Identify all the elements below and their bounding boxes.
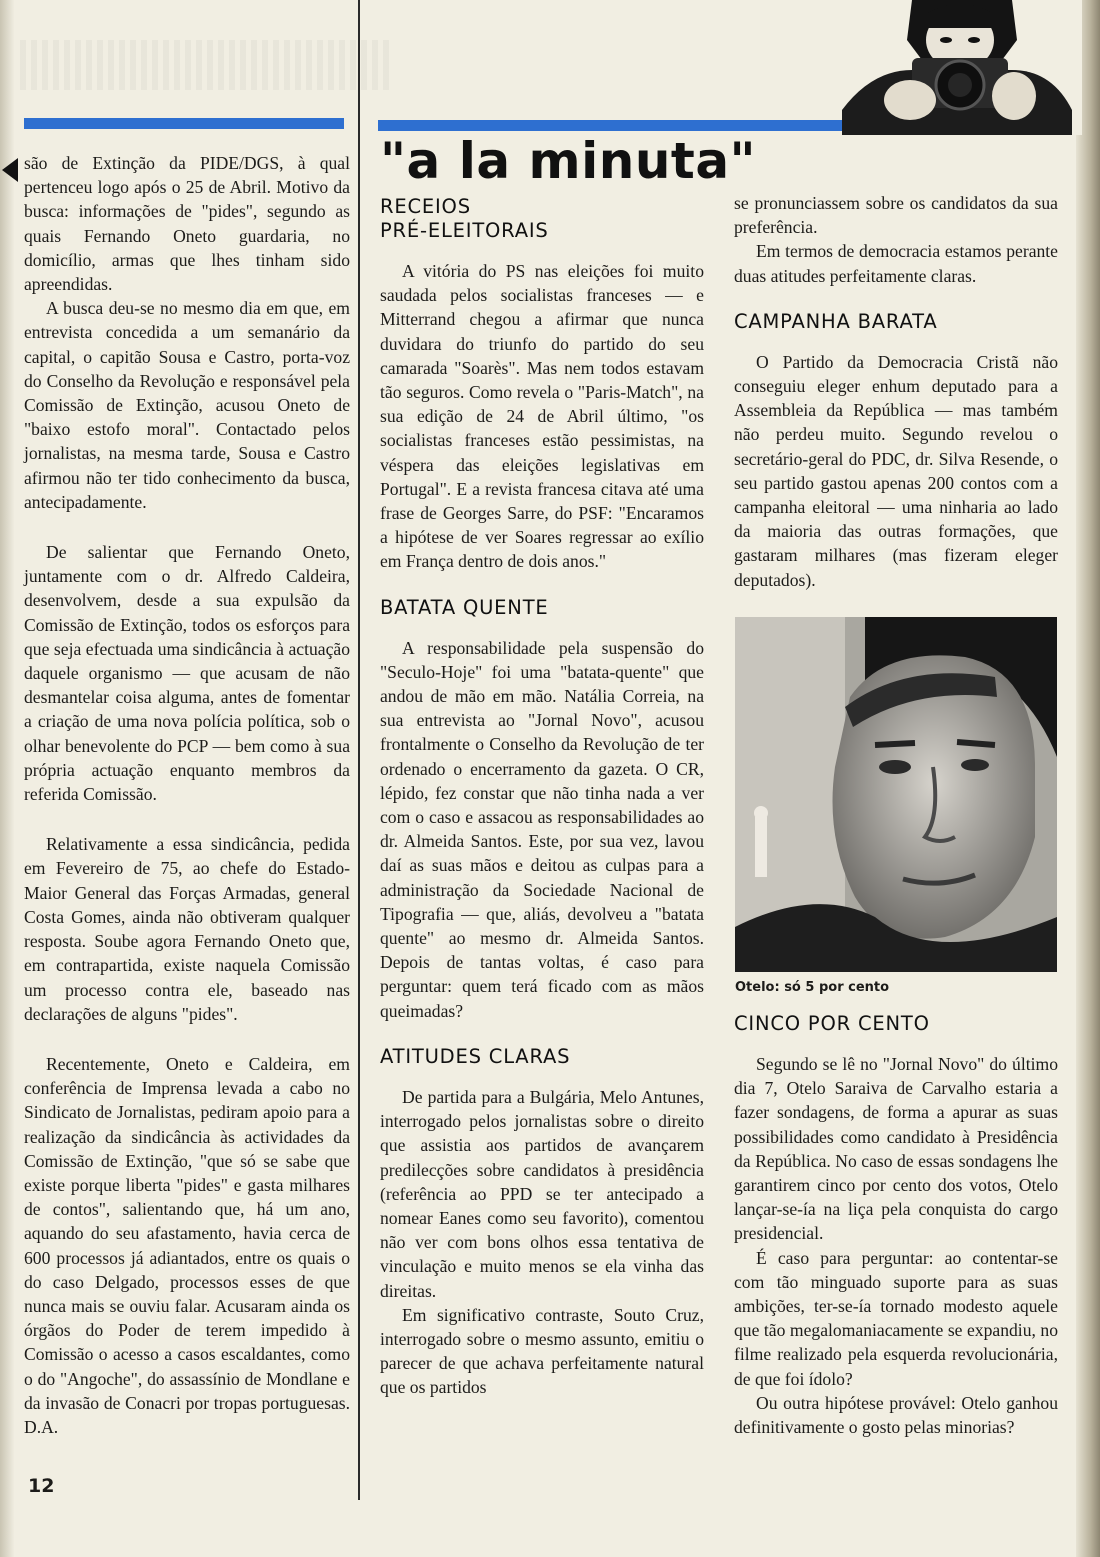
atitudes-paragraph-2: Em significativo contraste, Souto Cruz, interrogado sobre o mesmo assunto, emitiu o parecer de que achava perfeitamente natural que os partidos xyxy=(380,1304,704,1398)
section-heading-campanha: CAMPANHA BARATA xyxy=(734,309,938,333)
middle-column xyxy=(380,195,704,1400)
right-column-top xyxy=(734,191,1058,592)
campanha-paragraph: O Partido da Democracia Cristã não conseguiu eleger enhum deputado para a Assembleia da República — mas também não perdeu muito. Segundo revelou o secretário-geral do PDC, dr. Silva Resende, o seu partido gastou apenas 200 contos com a campanha eleitoral — uma ninharia ao lado da maioria das outras formações, que gastaram milhares (mas fizeram eleger deputados). xyxy=(734,351,1058,590)
cinco-paragraph-2: É caso para perguntar: ao contentar-se com tão minguado suporte para as suas ambições, ter-se-ía tornado modesto aquele que tão megalomaniacamente se expandiu, no filme realizado pela esquerda revolucionária, de que foi ídolo? xyxy=(734,1247,1058,1389)
atitudes-paragraph-1: De partida para a Bulgária, Melo Antunes, interrogado pelos jornalistas sobre o direito que assistia aos partidos de avançarem predilecções sobre candidatos à presidência (referência ao PPD se ter antecipado a nomear Eanes como seu favorito), comentou não ver com bons olhos essa tentativa de vinculação e muito menos se ela vinha das direitas. xyxy=(380,1086,704,1301)
left-paragraph-5: Recentemente, Oneto e Caldeira, em conferência de Imprensa levada a cabo no Sindicato de Jornalistas, pediram apoio para a realização da sindicância às actividades da Comissão de Extinção, "que só se sabe que existe porque liberta "pides" e gasta milhares de contos", salientando que, há um ano, aquando do seu afastamento, havia cerca de 600 processos já adiantados, entre os quais o do caso Delgado, processos esses de que nunca mais se ouviu falar. Acusaram ainda os órgãos do Poder de terem impedido à Comissão o acesso a casos escaldantes, como o do "Angoche", do assassínio de Mondlane e da invasão de Conacri por tropas portuguesas. D.A. xyxy=(24,1053,350,1437)
blue-bar-left xyxy=(24,118,344,129)
receios-paragraph: A vitória do PS nas eleições foi muito saudada pelos socialistas franceses — e Mitterrand chegou a afirmar que nunca duvidara do triunfo do partido do seu camarada "Soarès". Mas nem todos estavam tão seguros. Como revela o "Paris-Match", na sua edição de 24 de Abril último, "os socialistas franceses estão pessimistas, na véspera das eleições legislativas em Portugal". E a revista francesa citava até uma frase de Georges Sarre, do PSF: "Encaramos a hipótese de ver Soares regressar ao exílio em França dentro de dois anos." xyxy=(380,261,704,572)
left-paragraph-2: A busca deu-se no mesmo dia em que, em entrevista concedida a um semanário da capital, o capitão Sousa e Castro, porta-voz do Conselho da Revolução e responsável pela Comissão de Extinção, acusou Oneto de "baixo estofo moral". Contactado pelos jornalistas, na mesma tarde, Sousa e Castro afirmou não ter tido conhecimento da busca, antecipadamente. xyxy=(24,298,350,512)
cinco-paragraph-3: Ou outra hipótese provável: Otelo ganhou definitivamente o gosto pelas minorias? xyxy=(734,1392,1058,1438)
right-column-bottom xyxy=(734,1012,1058,1439)
section-heading-receios xyxy=(380,195,704,243)
section-heading-atitudes: ATITUDES CLARAS xyxy=(380,1044,571,1068)
section-heading-receios-line1: RECEIOS xyxy=(380,195,471,218)
column-rule-left xyxy=(358,0,360,1500)
photographer-camera-icon xyxy=(842,0,1082,135)
right-conclusion-paragraph: Em termos de democracia estamos perante duas atitudes perfeitamente claras. xyxy=(734,241,1058,286)
section-heading-batata: BATATA QUENTE xyxy=(380,595,549,619)
photo-caption: Otelo: só 5 por cento xyxy=(735,980,890,995)
continuation-arrow-icon xyxy=(2,158,18,182)
blue-bar-right xyxy=(378,120,855,131)
otelo-portrait-photo xyxy=(735,617,1057,972)
left-column xyxy=(24,151,350,1439)
batata-paragraph: A responsabilidade pela suspensão do "Seculo-Hoje" foi uma "batata-quente" que andou de mão em mão. Natália Correia, na sua entrevista ao "Jornal Novo", acusou frontalmente o Conselho da Revolução de ter ordenado o encerramento da gazeta. O CR, lépido, fez constar que não tinha nada a ver com o caso e assacou as responsabilidades ao dr. Almeida Santos. Este, por sua vez, lavou daí as suas mãos e deitou as culpas para a administração da Sociedade Nacional de Tipografia — que, aliás, devolveu a "batata quente" ao mesmo dr. Almeida Santos. Depois de tantas voltas, é caso para perguntar: quem terá ficado com as mãos queimadas? xyxy=(380,637,704,1021)
section-heading-cinco: CINCO POR CENTO xyxy=(734,1012,930,1035)
cinco-paragraph-1: Segundo se lê no "Jornal Novo" do último dia 7, Otelo Saraiva de Carvalho estaria a fazer sondagens, de forma a apurar as suas possibilidades como candidato à Presidência da República. No caso de essas sondagens lhe garantirem cinco por cento dos votos, Otelo lançar-se-ía na liça pela conquista do cargo presidencial. xyxy=(734,1054,1058,1244)
page-number: 12 xyxy=(28,1475,55,1497)
page-gutter-right xyxy=(1076,0,1100,1557)
page-gutter-left xyxy=(0,0,14,1557)
print-bleed-through xyxy=(20,40,390,90)
section-heading-receios-line2: PRÉ-ELEITORAIS xyxy=(380,219,549,242)
left-paragraph-1: são de Extinção da PIDE/DGS, à qual pertenceu logo após o 25 de Abril. Motivo da busca: informações de "pides", segundo as quais Fernando Oneto guardaria, no domicílio, armas que lhes tinham sido apreendidas. xyxy=(24,153,350,295)
page-headline: "a la minuta" xyxy=(380,132,757,190)
right-continuation-paragraph: se pronunciassem sobre os candidatos da sua preferência. xyxy=(734,193,1058,238)
left-paragraph-3: De salientar que Fernando Oneto, juntamente com o dr. Alfredo Caldeira, desenvolvem, desde a sua expulsão da Comissão de Extinção, todos os esforços para que seja efectuada uma sindicância à actuação daquele organismo — que acusam de não desmantelar coisa alguma, antes de fomentar a criação de uma nova polícia política, sob o olhar benevolente do PCP — bem como à sua própria actuação enquanto membros da referida Comissão. xyxy=(24,542,350,805)
left-paragraph-4: Relativamente a essa sindicância, pedida em Fevereiro de 75, ao chefe do Estado-Maior General das Forças Armadas, general Costa Gomes, ainda não obtiveram qualquer resposta. Soube agora Fernando Oneto que, em contrapartida, existe naquela Comissão um processo contra ele, baseado nas declarações de alguns "pides". xyxy=(24,834,350,1024)
